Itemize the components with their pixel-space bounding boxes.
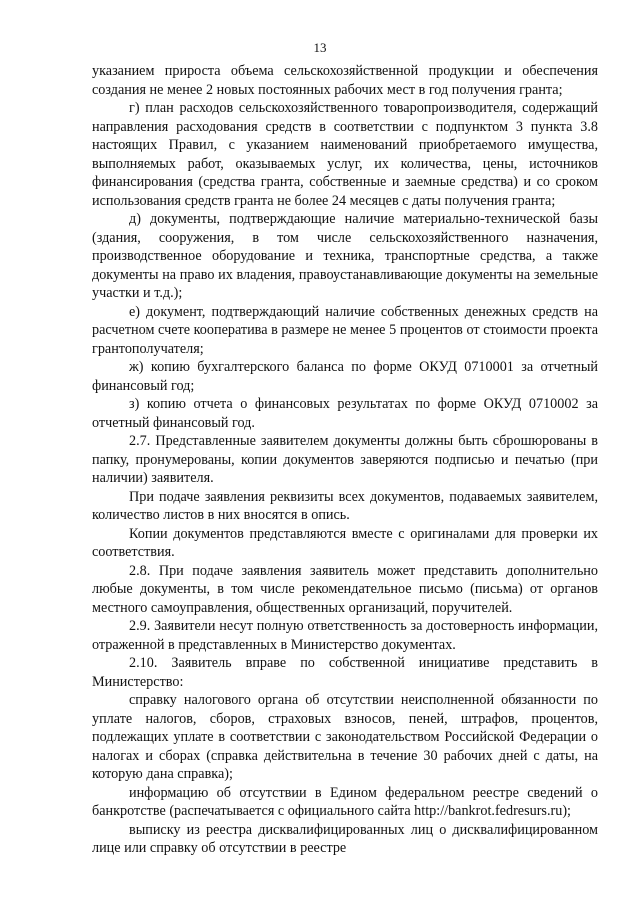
paragraph: При подаче заявления реквизиты всех документов, подаваемых заявителем, количество листов в них вносятся в опись. bbox=[92, 488, 598, 523]
paragraph: ж) копию бухгалтерского баланса по форме ОКУД 0710001 за отчетный финансовый год; bbox=[92, 359, 598, 394]
paragraph: е) документ, подтверждающий наличие собственных денежных средств на расчетном счете кооператива в размере не менее 5 процентов от стоимости проекта грантополучателя; bbox=[92, 303, 598, 357]
paragraph: Копии документов представляются вместе с оригиналами для проверки их соответствия. bbox=[92, 525, 598, 560]
paragraph: г) план расходов сельскохозяйственного товаропроизводителя, содержащий направления расходования средств в соответствии с подпунктом 3 пункта 3.8 настоящих Правил, с указанием наименований приобретаемого имущества, выполняемых работ, оказываемых услуг, их количества, цены, источников финансирования (средства гранта, собственные и заемные средства) и со сроком использования средств гранта не более 24 месяцев с даты получения гранта; bbox=[92, 100, 598, 209]
paragraph: 2.7. Представленные заявителем документы должны быть сброшюрованы в папку, пронумерованы, копии документов заверяются подписью и печатью (при наличии) заявителя. bbox=[92, 433, 598, 486]
paragraph: справку налогового органа об отсутствии неисполненной обязанности по уплате налогов, сборов, страховых взносов, пеней, штрафов, процентов, подлежащих уплате в соответствии с законодательством Российской Федерации о налогах и сборах (справка действительна в течение 30 рабочих дней с даты, на которую дана справка); bbox=[92, 692, 598, 782]
paragraph: з) копию отчета о финансовых результатах по форме ОКУД 0710002 за отчетный финансовый год. bbox=[92, 396, 598, 431]
paragraph: информацию об отсутствии в Едином федеральном реестре сведений о банкротстве (распечатывается с официального сайта http://bankrot.fedresurs.ru); bbox=[92, 784, 598, 819]
paragraph: 2.9. Заявители несут полную ответственность за достоверность информации, отраженной в представленных в Министерство документах. bbox=[92, 618, 598, 653]
paragraph: д) документы, подтверждающие наличие материально-технической базы (здания, сооружения, в том числе сельскохозяйственного назначения, производственное оборудование и техника, транспортные средства, а также документы на право их владения, правоустанавливающие документы на земельные участки и т.д.); bbox=[92, 211, 598, 301]
paragraph: выписку из реестра дисквалифицированных лиц о дисквалифицированном лице или справку об отсутствии в реестре bbox=[92, 821, 598, 856]
paragraph: 2.10. Заявитель вправе по собственной инициативе представить в Министерство: bbox=[92, 655, 598, 690]
paragraph: 2.8. При подаче заявления заявитель может представить дополнительно любые документы, в том числе рекомендательное письмо (письма) от органов местного самоуправления, общественных организаций, поручителей. bbox=[92, 562, 598, 616]
paragraph: указанием прироста объема сельскохозяйственной продукции и обеспечения создания не менее 2 новых постоянных рабочих мест в год получения гранта; bbox=[92, 63, 598, 98]
document-body bbox=[92, 62, 598, 858]
page-number: 13 bbox=[313, 40, 327, 55]
